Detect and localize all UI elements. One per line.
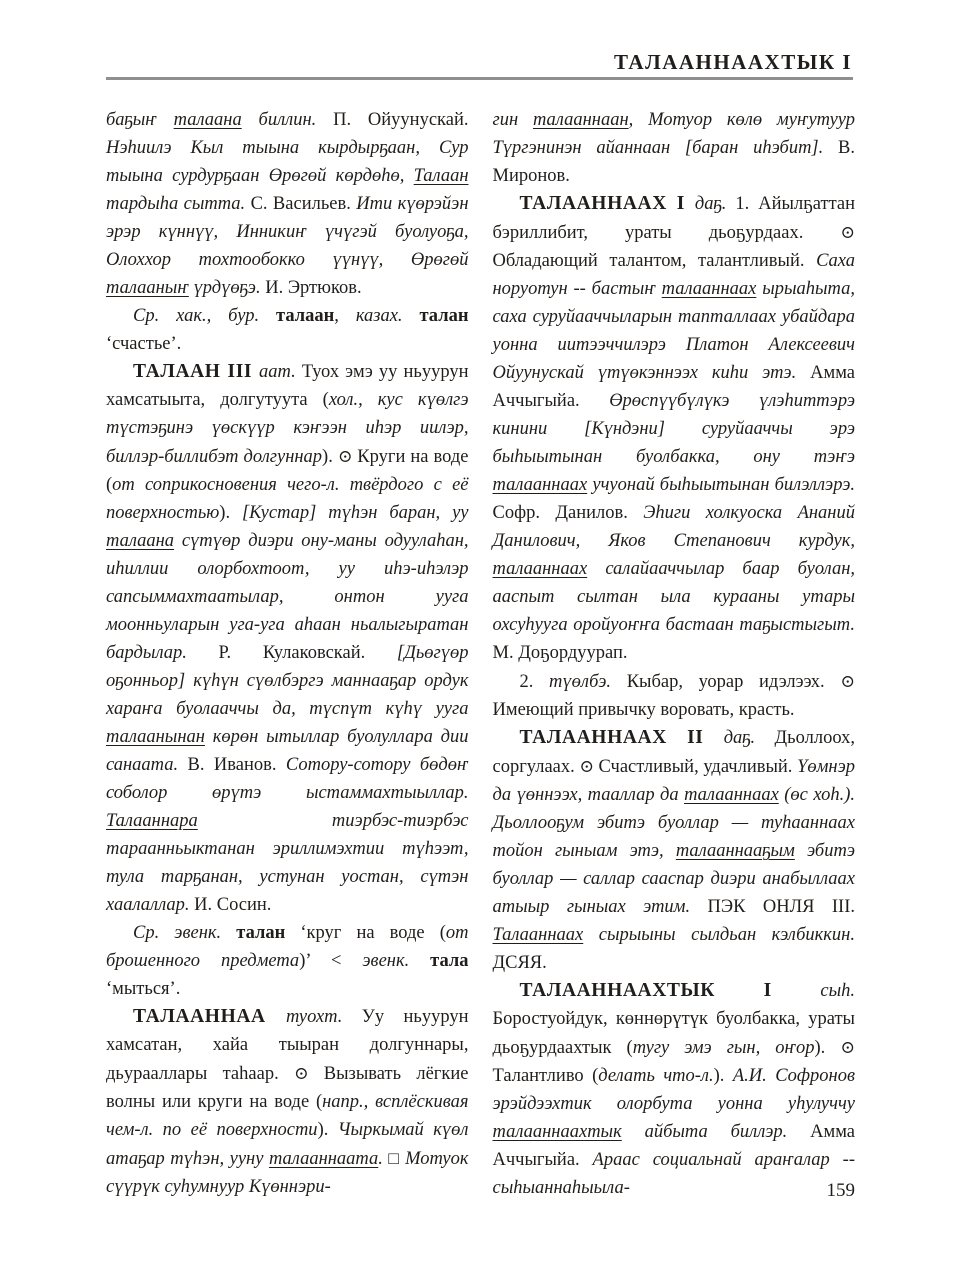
text-segment: Туох эмэ уу ньуурун хамсатыыта, долгутуута ( xyxy=(106,362,469,410)
text-segment: И. Сосин. xyxy=(194,895,272,915)
paragraph xyxy=(106,302,469,358)
entry-headword: ТАЛААННААХ II xyxy=(519,727,724,748)
column-left xyxy=(106,106,469,1202)
underlined-term: талааннааҕым xyxy=(675,841,795,861)
text-segment: П. Ойуунускай. xyxy=(333,110,469,130)
text-segment: көрөн ытыллар буолуллара дии санаата. xyxy=(106,727,469,775)
text-segment: Р. Кулаковскай. xyxy=(218,643,397,663)
text-segment: В. Миронов. xyxy=(492,138,855,186)
text-segment: биллин. xyxy=(241,110,334,130)
text-segment: ‘круг на воде ( xyxy=(285,923,446,943)
text-segment: М. Доҕордуурап. xyxy=(492,643,628,663)
text-segment: тугу эмэ гын, оҥор xyxy=(632,1038,815,1058)
text-segment: ‘счастье’. xyxy=(106,334,182,354)
underlined-term: талааннаах xyxy=(492,559,588,579)
text-segment: Вызывать лёгкие волны или круги на воде ( xyxy=(106,1064,469,1112)
translation-marker-icon: ⊙ xyxy=(840,671,855,691)
text-segment: түөлбэ. xyxy=(549,672,612,692)
text-segment: ). xyxy=(219,503,242,523)
text-segment: от брошенного предмета xyxy=(106,923,469,971)
column-right xyxy=(493,106,856,1202)
text-segment: үрдүөҕэ. xyxy=(188,278,266,298)
paragraph xyxy=(106,106,469,302)
underlined-term: Талааннаах xyxy=(492,925,584,945)
underlined-term: талааннаах xyxy=(492,475,588,495)
text-segment: даҕ. xyxy=(694,194,727,214)
underlined-term: талааныҥ xyxy=(106,278,189,298)
underlined-term: талааннаата xyxy=(268,1149,379,1169)
text-columns xyxy=(106,106,855,1202)
text-segment: Нэһиилэ Кыл тыына кырдырҕаан, Сур тыына сурдурҕаан Өрөгөй көрдөһө, xyxy=(106,138,469,186)
text-segment: В. Иванов. xyxy=(187,755,286,775)
text-segment: ‘мыться’. xyxy=(106,979,181,999)
text-segment: Эһиги холкуоска Ананий Данилович, Яков Степанович курдук, xyxy=(492,503,855,551)
paragraph xyxy=(106,358,469,919)
bold-term: талаан xyxy=(276,306,335,326)
text-segment: Имеющий привычку воровать, красть. xyxy=(492,700,795,720)
text-segment: )’ < xyxy=(299,951,363,971)
text-segment: Араас социальнай араҥалар -- сыһыаннаһыыла- xyxy=(492,1150,855,1198)
text-segment: Уу ньуурун хамсатан, хайа тыыран долгуннары, дьурааллары таһаар. xyxy=(106,1007,469,1084)
page-number: 159 xyxy=(826,1180,855,1201)
header-rule-divider xyxy=(106,77,853,80)
text-segment: , xyxy=(334,306,356,326)
underlined-term: талаана xyxy=(106,531,175,551)
underlined-term: талаана xyxy=(173,110,242,130)
text-segment: сырыыны сылдьан кэлбиккин. xyxy=(583,925,855,945)
text-segment: 2. xyxy=(519,672,550,692)
bold-term: тала xyxy=(430,951,469,971)
text-segment: сүтүөр диэри ону-маны одуулаһан, иһиллии олорбохтоот, уу иһэ-иһэлэр сапсыммахтаатылар, онтон ууга моонньуларын уга-уга аһаан ньалыгыратан бардылар. xyxy=(106,531,469,663)
text-segment: Боростуойдук, көннөрүтүк буолбакка, ураты дьоҕурдаахтык ( xyxy=(492,1009,855,1058)
text-segment: аат. xyxy=(259,362,296,382)
entry-headword: ТАЛААННААХТЫК I xyxy=(519,980,821,1001)
text-segment: Дьоллоох, соргулаах. xyxy=(492,728,855,777)
underlined-term: талааннаан xyxy=(532,110,629,130)
text-segment: тардыһа сытта. xyxy=(106,194,251,214)
text-segment: Круги на воде ( xyxy=(106,447,469,495)
text-segment: сыһ. xyxy=(820,981,855,1001)
text-segment: [Кустар] түһэн баран, уу xyxy=(241,503,469,523)
text-segment: ырыаһыта, саха суруйааччыларын тапталлаах убайдара уонна иитээччилэрэ Платон Алексеевич Ойуунускай үтүөкэннээх киһи этэ. xyxy=(492,279,855,383)
text-segment: тиэрбэс-тиэрбэс тараанньыктанан эриллимэхтии түһээт, тула тарҕанан, устунан уостан, сүтэн хаалаллар. xyxy=(106,811,469,915)
text-segment: Мотуок сүүрүк суһумнуур Күөннэри- xyxy=(106,1149,469,1197)
text-segment: ). xyxy=(814,1038,841,1058)
text-segment: напр., всплёскивая чем-л. по её поверхности xyxy=(106,1092,469,1140)
text-segment: ПЭК ОНЛЯ III. xyxy=(707,897,855,917)
text-segment: Өрөспүүбүлүкэ үлэһиттэрэ кинини [Күндэни] суруйааччы эрэ быһыытынан буолбакка, ону тэҥэ xyxy=(492,391,855,467)
underlined-term: талааннаах xyxy=(684,785,779,805)
text-segment: туохт. xyxy=(285,1007,343,1027)
text-segment: . xyxy=(378,1149,389,1169)
text-segment: эбитэ буоллар — саллар сааспар диэри анабыллаах атыыр гыныах этим. xyxy=(492,841,855,917)
translation-marker-icon: ⊙ xyxy=(840,222,855,242)
text-segment: салайааччылар баар буолан, ааспыт сылтан ыла курааны утары охсуһууга оройуоҥҥа бастаан таҕыстыгыт. xyxy=(492,559,855,635)
text-segment: хол., кус күөлгэ түстэҕинэ үөскүүр кэҥээн иһэр иилэр, биллэр-биллибэт долгуннар xyxy=(106,390,469,467)
text-segment: (өс хоһ.). Дьоллооҕум эбитэ буоллар — туһааннаах тойон гыныам этэ, xyxy=(492,785,855,861)
text-segment: Чыркымай күөл атаҕар түһэн, ууну xyxy=(106,1120,469,1169)
text-segment: делать что-л. xyxy=(598,1066,714,1086)
text-segment: учуонай быһыытынан билэллэрэ. xyxy=(587,475,855,495)
text-segment: казах. xyxy=(355,306,420,326)
bold-term: талан xyxy=(419,306,469,326)
text-segment: А.И. Софронов эрэйдээхтик олорбута уонна уһулуччу xyxy=(492,1066,855,1114)
text-segment: ). xyxy=(317,1120,338,1140)
text-segment: Үөмнэр да үөннээх, тааллар да xyxy=(492,757,855,805)
entry-headword: ТАЛААННААХ I xyxy=(519,193,695,214)
text-segment: 1. Айылҕаттан бэриллибит, ураты дьоҕурдаах. xyxy=(492,194,855,243)
translation-marker-icon: ⊙ xyxy=(337,446,358,466)
text-segment: гин xyxy=(492,110,533,130)
translation-marker-icon: ⊙ xyxy=(840,1037,855,1057)
paragraph xyxy=(106,919,469,1003)
text-segment: айбыта биллэр. xyxy=(621,1122,811,1142)
text-segment: Ити күөрэйэн эрэр күннүү, Инникиҥ үчүгэй буолуоҕа, Олоххор тохтообокко үүнүү, Өрөгөй xyxy=(106,194,469,270)
paragraph xyxy=(493,106,856,190)
paragraph xyxy=(493,667,856,724)
entry-headword: ТАЛААН III xyxy=(133,361,260,382)
text-segment: даҕ. xyxy=(723,728,756,748)
text-segment: Обладающий талантом, талантливый. xyxy=(492,251,817,271)
text-segment: ). xyxy=(713,1066,733,1086)
text-segment: Амма Аччыгыйа. xyxy=(492,1122,855,1170)
text-segment: [Дьөгүөр оҕонньор] күһүн сүөлбэргэ маннааҕар ордук хараҥа буолааччы да, түспүт күһү ууга xyxy=(106,643,469,719)
example-marker-icon: □ xyxy=(388,1148,406,1168)
text-segment: Сотору-сотору бөдөҥ соболор өрүтэ ыстаммахтыыллар. xyxy=(106,755,469,803)
underlined-term: талааннаах xyxy=(661,279,757,299)
translation-marker-icon: ⊙ xyxy=(294,1063,324,1083)
text-segment: от соприкосновения чего-л. твёрдого с её поверхностью xyxy=(106,475,469,523)
paragraph xyxy=(106,1003,469,1201)
paragraph xyxy=(493,977,856,1202)
text-segment: , Мотуор көлө муҥутуур Түргэнинэн айаннаан [баран иһэбит]. xyxy=(492,110,855,158)
text-segment: Талантливо ( xyxy=(492,1066,599,1086)
text-segment: баҕыҥ xyxy=(106,110,174,130)
text-segment: ). xyxy=(322,447,338,467)
running-head-title: ТАЛААННААХТЫК I xyxy=(613,50,852,74)
text-segment: Кыбар, уорар идэлээх. xyxy=(611,672,841,692)
text-segment: Ср. хак., бур. xyxy=(133,306,276,326)
underlined-term: талаанынан xyxy=(106,727,205,747)
text-segment: Счастливый, удачливый. xyxy=(598,757,798,777)
paragraph xyxy=(493,724,856,977)
underlined-term: талааннаахтык xyxy=(492,1122,622,1142)
entry-headword: ТАЛААННАА xyxy=(133,1006,286,1027)
text-segment: Софр. Данилов. xyxy=(492,503,644,523)
text-segment: С. Васильев. xyxy=(250,194,357,214)
bold-term: талан xyxy=(236,923,286,943)
translation-marker-icon: ⊙ xyxy=(579,756,599,776)
text-segment: Саха норуотун -- бастыҥ xyxy=(492,251,855,299)
text-segment: ДСЯЯ. xyxy=(492,953,547,973)
text-segment: эвенк. xyxy=(362,951,431,971)
text-segment: И. Эртюков. xyxy=(265,278,362,298)
underlined-term: Талааннара xyxy=(106,811,198,831)
underlined-term: Талаан xyxy=(413,166,469,186)
text-segment: Ср. эвенк. xyxy=(133,923,237,943)
text-segment: Амма Аччыгыйа. xyxy=(492,363,855,411)
paragraph xyxy=(493,190,856,667)
